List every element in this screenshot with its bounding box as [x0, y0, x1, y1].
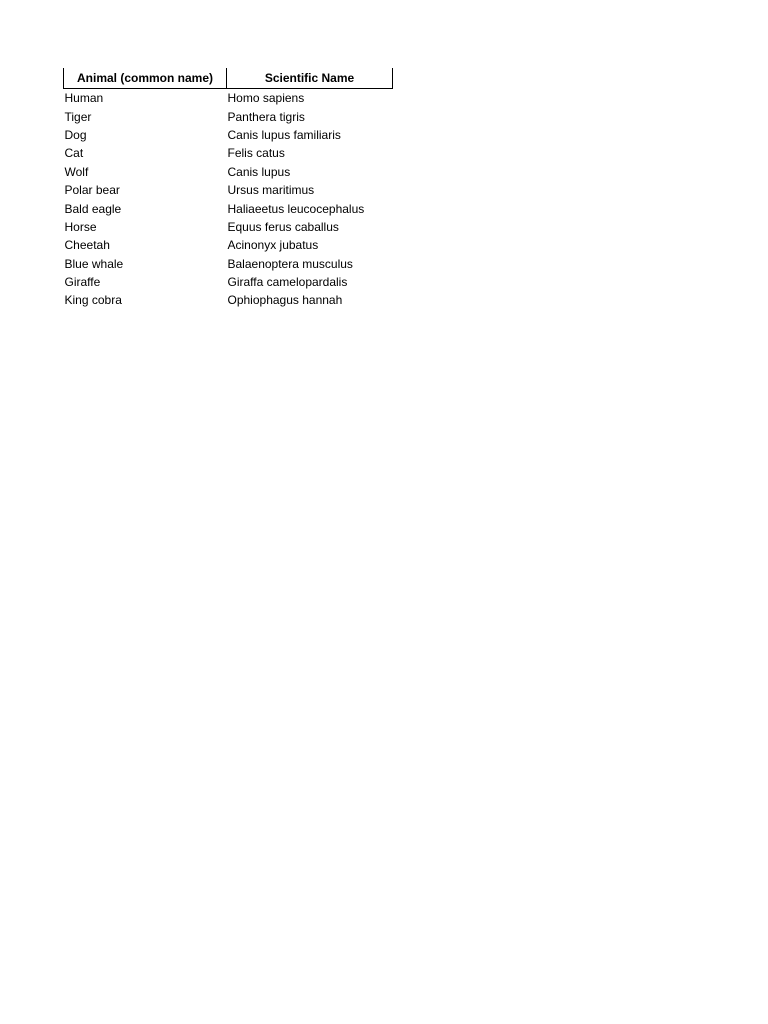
- animal-cell: Polar bear: [64, 183, 120, 198]
- animal-table: [63, 68, 393, 310]
- table-row: [64, 181, 393, 199]
- animal-cell: Cheetah: [64, 238, 110, 253]
- animal-cell: Cat: [64, 146, 84, 161]
- table-row: [64, 89, 393, 108]
- animal-cell: Tiger: [64, 109, 92, 124]
- table-row: [64, 144, 393, 162]
- header-scientific-name: Scientific Name: [227, 68, 393, 89]
- scientific-name-cell: Haliaeetus leucocephalus: [227, 201, 365, 216]
- scientific-name-cell: Balaenoptera musculus: [227, 256, 353, 271]
- animal-cell: Wolf: [64, 164, 89, 179]
- scientific-name-cell: Homo sapiens: [227, 91, 305, 106]
- table-row: [64, 273, 393, 291]
- table-row: [64, 107, 393, 125]
- header-row: [64, 68, 393, 89]
- scientific-name-cell: Equus ferus caballus: [227, 219, 339, 234]
- scientific-name-cell: Ursus maritimus: [227, 183, 315, 198]
- animal-cell: Giraffe: [64, 275, 101, 290]
- animal-cell: Bald eagle: [64, 201, 122, 216]
- animal-cell: Dog: [64, 127, 87, 142]
- scientific-name-cell: Canis lupus familiaris: [227, 127, 341, 142]
- table-row: [64, 218, 393, 236]
- scientific-name-cell: Acinonyx jubatus: [227, 238, 319, 253]
- animal-cell: Blue whale: [64, 256, 124, 271]
- scientific-name-cell: Canis lupus: [227, 164, 291, 179]
- scientific-name-cell: Panthera tigris: [227, 109, 305, 124]
- animal-cell: King cobra: [64, 293, 122, 308]
- table-row: [64, 255, 393, 273]
- header-animal-common-name: Animal (common name): [64, 68, 227, 89]
- table-row: [64, 236, 393, 254]
- scientific-name-cell: Felis catus: [227, 146, 285, 161]
- animal-cell: Human: [64, 91, 104, 106]
- animal-cell: Horse: [64, 219, 97, 234]
- scientific-name-cell: Giraffa camelopardalis: [227, 275, 348, 290]
- table-row: [64, 163, 393, 181]
- table-row: [64, 199, 393, 217]
- scientific-name-cell: Ophiophagus hannah: [227, 293, 343, 308]
- table-row: [64, 291, 393, 309]
- table-row: [64, 126, 393, 144]
